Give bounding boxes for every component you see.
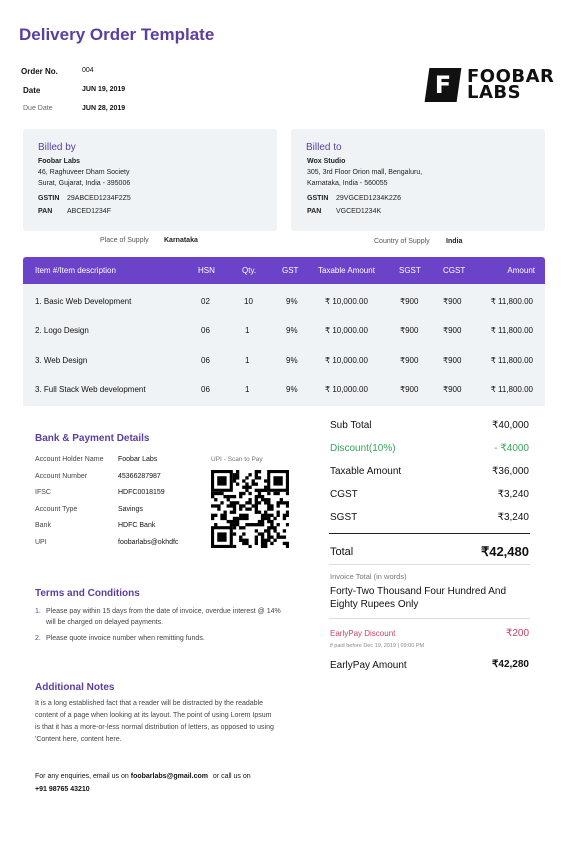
cell-hsn: 06	[201, 326, 210, 335]
footer-phone[interactable]: +91 98765 43210	[35, 786, 90, 793]
billed-by-gstin-label: GSTIN	[38, 195, 60, 202]
words-line-2: Eighty Rupees Only	[330, 599, 419, 610]
notes-heading: Additional Notes	[35, 682, 115, 693]
discount-label: Discount(10%)	[330, 443, 396, 454]
bank-account-type-value: Savings	[118, 506, 143, 513]
country-of-supply-value: India	[446, 238, 463, 245]
place-of-supply-value: Karnataka	[164, 237, 198, 244]
logo-line-1: FOOBAR	[467, 66, 555, 87]
terms-heading: Terms and Conditions	[35, 588, 140, 599]
cell-gst: 9%	[286, 356, 298, 365]
footer-prefix: For any enquiries, email us on	[35, 773, 129, 780]
due-date-label: Due Date	[23, 105, 53, 112]
logo-mark-icon	[425, 68, 462, 102]
early-divider	[329, 618, 530, 619]
cell-taxable: ₹ 10,000.00	[325, 297, 368, 306]
footer-email-link[interactable]: foobarlabs@gmail.com	[130, 773, 208, 780]
bank-details-heading: Bank & Payment Details	[35, 433, 150, 444]
due-date-value: JUN 28, 2019	[82, 105, 126, 112]
earlypay-discount-label: EarlyPay Discount	[330, 629, 396, 638]
cell-item: 1. Basic Web Development	[35, 297, 132, 306]
total-value: ₹42,480	[480, 544, 529, 559]
col-header-cgst: CGST	[443, 266, 466, 275]
cell-item: 3. Full Stack Web development	[35, 385, 146, 394]
earlypay-note: if paid before Dec 19, 2019 | 09:00 PM	[330, 643, 425, 649]
order-date-value: JUN 19, 2019	[82, 86, 126, 93]
notes-line-3: is that it has a more-or-less normal distribution of letters, as opposed to using	[35, 724, 274, 731]
upi-qr-code-icon	[211, 470, 289, 548]
billed-by-address-2: Surat, Gujarat, India - 395006	[38, 180, 131, 187]
terms-item-2-number: 2.	[35, 635, 41, 642]
billed-to-gstin-label: GSTIN	[307, 195, 329, 202]
cell-qty: 1	[245, 356, 250, 365]
sgst-label: SGST	[330, 512, 358, 523]
bank-holder-value: Foobar Labs	[118, 456, 158, 463]
earlypay-amount-label: EarlyPay Amount	[330, 660, 407, 671]
place-of-supply-label: Place of Supply	[100, 237, 149, 244]
words-line-1: Forty-Two Thousand Four Hundred And	[330, 586, 507, 597]
cell-gst: 9%	[286, 385, 298, 394]
billed-by-pan: ABCED1234F	[67, 208, 111, 215]
terms-item-1-line-2: will be charged on delayed payments.	[46, 619, 164, 626]
bank-holder-label: Account Holder Name	[35, 456, 104, 463]
notes-line-1: It is a long established fact that a reader will be distracted by the readable	[35, 700, 264, 707]
billed-by-name: Foobar Labs	[38, 158, 81, 165]
bank-ifsc-value: HDFC0018159	[118, 489, 165, 496]
qr-caption: UPI - Scan to Pay	[211, 456, 263, 463]
subtotal-value: ₹40,000	[492, 420, 529, 431]
order-number-value: 004	[82, 67, 94, 74]
col-header-sgst: SGST	[399, 266, 421, 275]
cell-qty: 10	[244, 297, 253, 306]
cell-item: 2. Logo Design	[35, 326, 89, 335]
bank-account-number-label: Account Number	[35, 473, 88, 480]
discount-value: - ₹4000	[494, 443, 529, 454]
billed-to-address-2: Karnataka, India - 560055	[307, 180, 388, 187]
taxable-amount-label: Taxable Amount	[330, 466, 402, 477]
billed-to-name: Wox Studio	[307, 158, 346, 165]
total-divider	[329, 533, 530, 534]
cell-amount: ₹ 11,800.00	[490, 356, 533, 365]
company-logo	[427, 67, 554, 103]
page-title: Delivery Order Template	[19, 25, 215, 44]
cell-item: 3. Web Design	[35, 356, 88, 365]
col-header-gst: GST	[282, 266, 299, 275]
total-label: Total	[330, 546, 354, 558]
footer-contact	[35, 773, 251, 780]
bank-account-type-label: Account Type	[35, 506, 78, 513]
billed-to-pan-label: PAN	[307, 208, 322, 215]
billed-to-gstin: 29VGCED1234K2Z6	[336, 195, 401, 202]
cell-sgst: ₹900	[400, 385, 419, 394]
items-table-header	[23, 257, 545, 284]
cell-hsn: 06	[201, 385, 210, 394]
col-header-hsn: HSN	[198, 266, 215, 275]
subtotal-label: Sub Total	[330, 420, 372, 431]
cell-taxable: ₹ 10,000.00	[325, 356, 368, 365]
billed-to-address-1: 305, 3rd Floor Orion mall, Bengaluru,	[307, 169, 423, 176]
cell-taxable: ₹ 10,000.00	[325, 385, 368, 394]
bank-account-number-value: 45366287987	[118, 473, 161, 480]
col-header-amount: Amount	[507, 266, 535, 275]
footer-mid: or call us on	[212, 773, 251, 780]
billed-to-heading: Billed to	[306, 142, 342, 153]
terms-item-1-number: 1.	[35, 608, 41, 615]
cgst-label: CGST	[330, 489, 358, 500]
total-divider-light	[329, 564, 530, 565]
cell-cgst: ₹900	[443, 356, 462, 365]
cgst-value: ₹3,240	[497, 489, 529, 500]
cell-sgst: ₹900	[400, 297, 419, 306]
cell-qty: 1	[245, 385, 250, 394]
cell-gst: 9%	[286, 326, 298, 335]
bank-name-value: HDFC Bank	[118, 522, 156, 529]
billed-by-heading: Billed by	[38, 142, 76, 153]
bank-upi-label: UPI	[35, 539, 47, 546]
bank-ifsc-label: IFSC	[35, 489, 51, 496]
bank-name-label: Bank	[35, 522, 51, 529]
bank-upi-value: foobarlabs@okhdfc	[118, 539, 179, 546]
cell-cgst: ₹900	[443, 297, 462, 306]
logo-mark-letter: F	[434, 71, 452, 99]
cell-sgst: ₹900	[400, 326, 419, 335]
notes-line-4: 'Content here, content here.	[35, 736, 122, 743]
country-of-supply-label: Country of Supply	[374, 238, 430, 245]
order-date-label: Date	[23, 86, 41, 95]
earlypay-amount-value: ₹42,280	[492, 659, 529, 670]
cell-cgst: ₹900	[443, 385, 462, 394]
col-header-item: Item #/Item description	[35, 266, 116, 275]
items-table-body	[23, 284, 545, 406]
terms-item-1-line-1: Please pay within 15 days from the date of invoice, overdue interest @ 14%	[46, 608, 281, 615]
earlypay-discount-value: ₹200	[505, 628, 529, 639]
sgst-value: ₹3,240	[497, 512, 529, 523]
cell-hsn: 02	[201, 297, 210, 306]
words-label: Invoice Total (in words)	[330, 572, 407, 581]
cell-gst: 9%	[286, 297, 298, 306]
cell-amount: ₹ 11,800.00	[490, 385, 533, 394]
taxable-amount-value: ₹36,000	[492, 466, 529, 477]
terms-item-2-line-1: Please quote invoice number when remitting funds.	[46, 635, 205, 642]
order-number-label: Order No.	[21, 67, 58, 76]
cell-amount: ₹ 11,800.00	[490, 326, 533, 335]
col-header-qty: Qty.	[242, 266, 257, 275]
qr-code-image	[211, 470, 289, 548]
cell-hsn: 06	[201, 356, 210, 365]
logo-wordmark	[467, 66, 555, 103]
cell-sgst: ₹900	[400, 356, 419, 365]
cell-cgst: ₹900	[443, 326, 462, 335]
billed-by-pan-label: PAN	[38, 208, 53, 215]
col-header-taxable: Taxable Amount	[318, 266, 375, 275]
logo-line-2: LABS	[467, 82, 522, 103]
billed-by-gstin: 29ABCED1234F2Z5	[67, 195, 131, 202]
cell-amount: ₹ 11,800.00	[490, 297, 533, 306]
cell-taxable: ₹ 10,000.00	[325, 326, 368, 335]
billed-by-address-1: 46, Raghuveer Dham Society	[38, 169, 130, 176]
billed-to-pan: VGCED1234K	[336, 208, 382, 215]
notes-line-2: content of a page when looking at its layout. The point of using Lorem Ipsum	[35, 712, 272, 719]
cell-qty: 1	[245, 326, 250, 335]
